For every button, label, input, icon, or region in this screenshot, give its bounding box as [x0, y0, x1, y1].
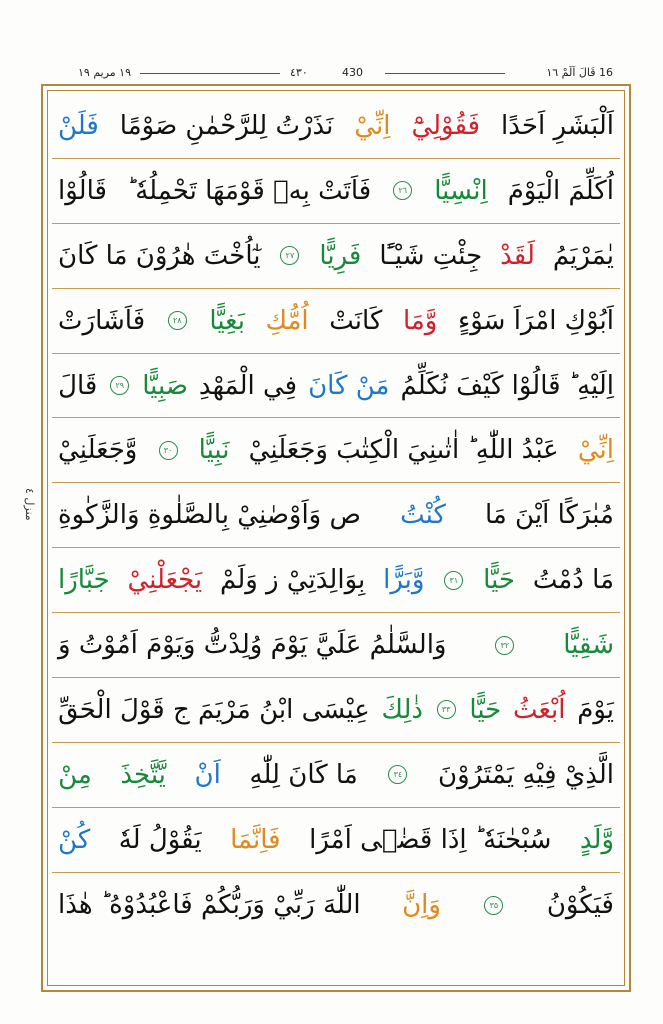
ayah-marker: ٣١ [444, 571, 463, 590]
text-segment: مُبٰرَكًا اَيْنَ مَا [484, 500, 614, 531]
ayah-marker: ٣٥ [484, 896, 503, 915]
highlighted-word: فَلَنْ [58, 110, 99, 141]
highlighted-word: يَّتَّخِذَ [120, 759, 166, 790]
ayah-marker: ٢٧ [280, 246, 299, 265]
highlighted-word: اِنِّيْ [577, 435, 614, 466]
highlighted-word: مَنْ كَانَ [308, 370, 390, 401]
ayah-marker: ٢٩ [110, 376, 129, 395]
highlighted-word: كُنْتُ [400, 500, 446, 531]
highlighted-word: ذٰلِكَ [381, 694, 423, 725]
highlighted-word: وَاِنَّ [402, 890, 441, 921]
text-segment: اَبُوْكِ امْرَاَ سَوْءٍ [457, 305, 614, 336]
text-segment: قَالُوْا [58, 175, 107, 206]
text-segment: الَّذِيْ فِيْهِ يَمْتَرُوْنَ [438, 759, 614, 790]
highlighted-word: اُبْعَثُ [512, 694, 566, 725]
juz-name: 16 قَالَ اَلَمْ ١٦ [546, 66, 613, 79]
text-line [52, 94, 620, 159]
header-rule-right [385, 73, 505, 74]
text-line [52, 743, 620, 808]
highlighted-word: لَقَدْ [500, 240, 535, 271]
page-number-arabic: ٤٣٠ [290, 66, 308, 79]
text-segment: كَانَتْ [329, 305, 383, 336]
text-line [52, 808, 620, 873]
text-segment: عَبْدُ اللّٰهِ ؕ اٰتٰىنِيَ الْكِتٰبَ وَجَعَلَنِيْ [248, 435, 559, 466]
text-segment: فَيَكُوْنُ [546, 890, 614, 921]
text-segment: يَقُوْلُ لَهٗ [118, 824, 202, 855]
text-line [52, 873, 620, 938]
highlighted-word: نَبِيًّا [198, 435, 230, 466]
highlighted-word: كُنْ [58, 824, 91, 855]
text-segment: مَا دُمْتُ [532, 565, 614, 596]
ayah-marker: ٣٢ [495, 636, 514, 655]
highlighted-word: وَّمَا [402, 305, 438, 336]
text-segment: اَلْبَشَرِ اَحَدًا [501, 110, 614, 141]
text-line [52, 418, 620, 483]
highlighted-word: اِنِّيْ [354, 110, 391, 141]
text-line [52, 159, 620, 224]
text-segment: يَوْمَ [577, 694, 614, 725]
highlighted-word: يَجْعَلْنِيْ [127, 565, 203, 596]
text-lines [52, 94, 620, 938]
text-line [52, 613, 620, 678]
highlighted-word: اَنْ [194, 759, 221, 790]
text-segment: فَاَتَتْ بِهٖ قَوْمَهَا تَحْمِلُهٗ ؕ [126, 175, 372, 206]
highlighted-word: وَّلَدٍ [579, 824, 614, 855]
text-line [52, 678, 620, 743]
manzil-marker: منزل ٤ [23, 488, 36, 521]
ayah-marker: ٣٣ [437, 700, 456, 719]
highlighted-word: وَّبَرًّا [383, 565, 425, 596]
text-segment: سُبْحٰنَهٗ ؕ اِذَا قَضٰۤى اَمْرًا [309, 824, 552, 855]
text-line [52, 354, 620, 419]
text-line [52, 483, 620, 548]
ayah-marker: ٣٠ [159, 441, 178, 460]
surah-name: ١٩ مريم ١٩ [78, 66, 131, 79]
text-segment: نَذَرْتُ لِلرَّحْمٰنِ صَوْمًا [119, 110, 334, 141]
ayah-marker: ٣٤ [388, 765, 407, 784]
text-segment: اِلَيْهِ ؕ قَالُوْا كَيْفَ نُكَلِّمُ [400, 370, 614, 401]
text-segment: وَالسَّلٰمُ عَلَيَّ يَوْمَ وُلِدْتُّ وَيَوْمَ اَمُوْتُ وَ [58, 630, 447, 661]
ayah-marker: ٢٨ [168, 311, 187, 330]
highlighted-word: فَقُوْلِيْٓ [411, 110, 481, 141]
text-line [52, 289, 620, 354]
highlighted-word: بَغِيًّا [209, 305, 245, 336]
text-segment: يٰٓاُخْتَ هٰرُوْنَ مَا كَانَ [58, 240, 261, 271]
text-segment: مَا كَانَ لِلّٰهِ [249, 759, 358, 790]
text-segment: فَاَشَارَتْ [58, 305, 146, 336]
highlighted-word: صَبِيًّا [142, 370, 188, 401]
highlighted-word: حَيًّا [483, 565, 515, 596]
page-header [40, 64, 625, 82]
header-rule-left [140, 73, 280, 74]
text-segment: عِيْسَى ابْنُ مَرْيَمَ ج قَوْلَ الْحَقِّ [58, 694, 370, 725]
text-segment: يٰمَرْيَمُ [552, 240, 614, 271]
highlighted-word: فَرِيًّا [319, 240, 362, 271]
text-line [52, 224, 620, 289]
highlighted-word: اُمُّكِ [265, 305, 309, 336]
text-segment: قَالَ [58, 370, 98, 401]
highlighted-word: فَاِنَّمَا [230, 824, 281, 855]
text-segment: فِي الْمَهْدِ [198, 370, 298, 401]
text-segment: جِئْتِ شَيْـًٔا [379, 240, 483, 271]
highlighted-word: شَقِيًّا [563, 630, 614, 661]
highlighted-word: حَيًّا [469, 694, 502, 725]
text-segment: ص وَاَوْصٰنِيْ بِالصَّلٰوةِ وَالزَّكٰوةِ [58, 500, 361, 531]
highlighted-word: مِنْ [58, 759, 92, 790]
text-line [52, 548, 620, 613]
ayah-marker: ٢٦ [393, 181, 412, 200]
text-segment: وَّجَعَلَنِيْ [58, 435, 138, 466]
text-segment: اللّٰهَ رَبِّيْ وَرَبُّكُمْ فَاعْبُدُوْهُ ؕ هٰذَا [58, 890, 361, 921]
page-number: 430 [342, 66, 363, 79]
text-segment: بِوَالِدَتِيْ ز وَلَمْ [220, 565, 366, 596]
highlighted-word: جَبَّارًا [58, 565, 110, 596]
highlighted-word: اِنْسِيًّا [434, 175, 488, 206]
text-segment: اُكَلِّمَ الْيَوْمَ [507, 175, 614, 206]
